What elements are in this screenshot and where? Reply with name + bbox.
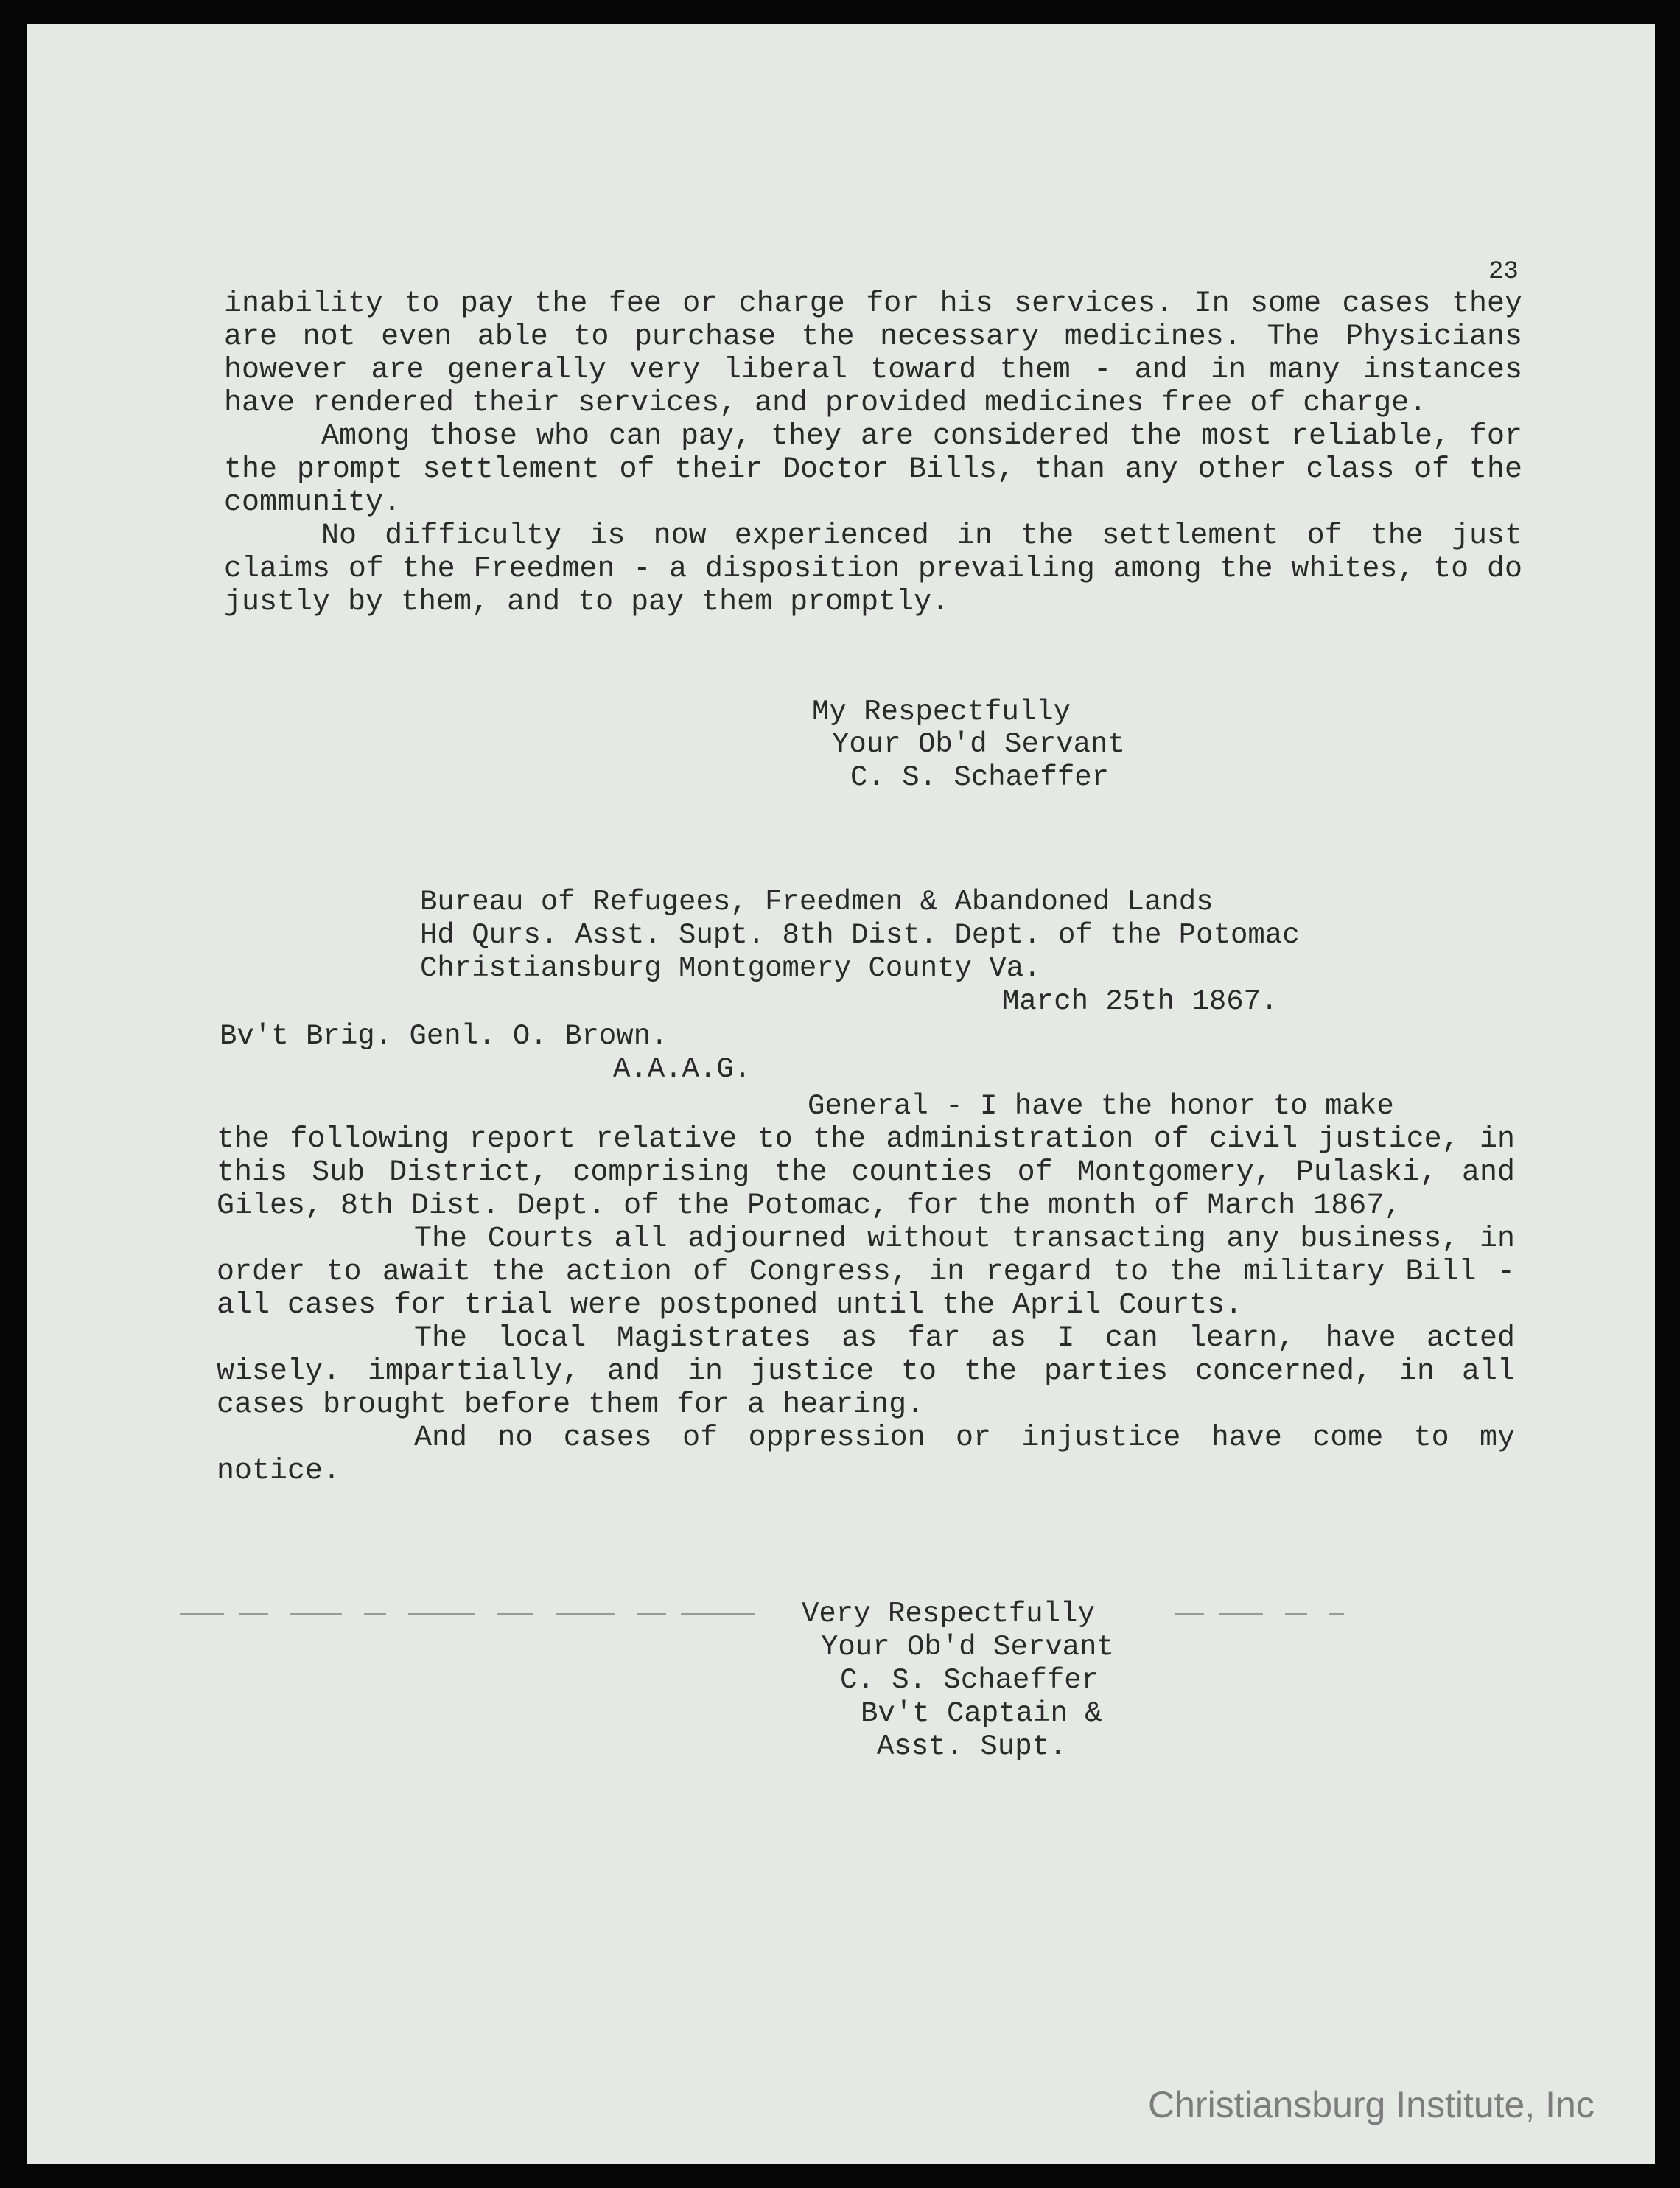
- continuation-text: [224, 287, 1522, 619]
- addressee-title: A.A.A.G.: [613, 1053, 752, 1086]
- salutation: General - I have the honor to make: [808, 1090, 1394, 1122]
- report-text: [217, 1123, 1515, 1488]
- letterhead-line: Christiansburg Montgomery County Va.: [420, 952, 1041, 985]
- paragraph: No difficulty is now experienced in the settlement of the just claims of the Freedmen - a disposition prevailing among the whites, to do justly by them, and to pay them promptly.: [224, 520, 1522, 619]
- addressee-name: Bv't Brig. Genl. O. Brown.: [220, 1020, 668, 1052]
- paragraph: The local Magistrates as far as I can learn, have acted wisely. impartially, and in justice to the parties concerned, in all cases brought before them for a hearing.: [217, 1322, 1515, 1422]
- paragraph: The Courts all adjourned without transacting any business, in order to await the action of Congress, in regard to the military Bill - all cases for trial were postponed until the April Courts.: [217, 1223, 1515, 1322]
- signature-title: Asst. Supt.: [877, 1730, 1067, 1763]
- document-page: [27, 24, 1655, 2164]
- paragraph: inability to pay the fee or charge for his services. In some cases they are not even able to purchase the necessary medicines. The Physicians however are generally very liberal toward them - and in many instances have rendered their services, and provided medicines free of charge.: [224, 287, 1522, 420]
- closing-line: Your Ob'd Servant: [821, 1631, 1114, 1663]
- letter-date: March 25th 1867.: [1002, 985, 1278, 1018]
- paragraph: Among those who can pay, they are considered the most reliable, for the prompt settlement of their Doctor Bills, than any other class of the community.: [224, 420, 1522, 520]
- closing-line: Your Ob'd Servant: [832, 728, 1125, 761]
- paragraph: And no cases of oppression or injustice have come to my notice.: [217, 1422, 1515, 1488]
- watermark-text: Christiansburg Institute, Inc: [1148, 2084, 1595, 2125]
- signature-name: C. S. Schaeffer: [850, 761, 1110, 794]
- closing-line: My Respectfully: [812, 696, 1071, 728]
- signature-name: C. S. Schaeffer: [840, 1664, 1099, 1696]
- letterhead-line: Bureau of Refugees, Freedmen & Abandoned Lands: [420, 886, 1214, 918]
- signature-rank: Bv't Captain &: [861, 1697, 1102, 1730]
- page-number: 23: [1488, 258, 1519, 286]
- letterhead-line: Hd Qurs. Asst. Supt. 8th Dist. Dept. of the Potomac: [420, 919, 1300, 951]
- paragraph: the following report relative to the administration of civil justice, in this Sub District, comprising the counties of Montgomery, Pulaski, and Giles, 8th Dist. Dept. of the Potomac, for the month of March 1867,: [217, 1123, 1515, 1223]
- closing-line: Very Respectfully: [802, 1598, 1095, 1630]
